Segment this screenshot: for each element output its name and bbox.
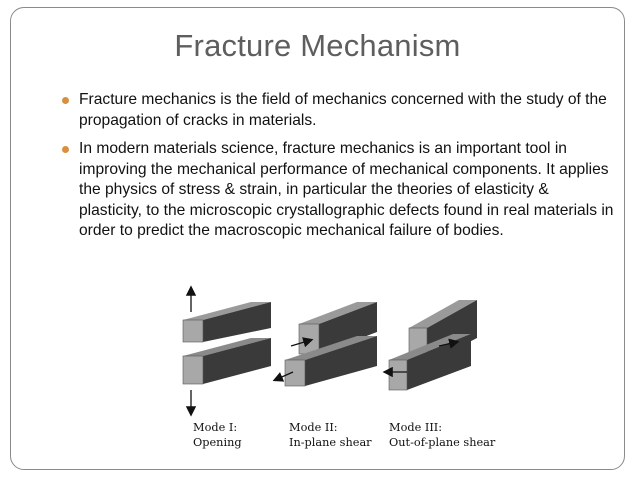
- mode3-title: Mode III:: [389, 421, 443, 434]
- mode1-caption: [193, 420, 242, 450]
- slide-frame: [10, 7, 625, 470]
- mode3-subtitle: Out-of-plane shear: [389, 436, 496, 449]
- bullet-dot-icon: [62, 97, 69, 104]
- mode2-title: Mode II:: [289, 421, 338, 434]
- fracture-modes-illustration: [171, 280, 491, 420]
- mode2-caption: [289, 420, 372, 450]
- bullet-dot-icon: [62, 146, 69, 153]
- mode1-subtitle: Opening: [193, 436, 242, 449]
- mode1-block: [183, 288, 271, 414]
- mode2-block: [275, 302, 377, 386]
- mode1-title: Mode I:: [193, 421, 238, 434]
- bullet-text: In modern materials science, fracture mechanics is an important tool in improving the mechanical performance of mechanical components. It applies the physics of stress & strain, in particular the theories of elasticity & plasticity, to the microscopic crystallographic defects found in real materials in order to predict the macroscopic mechanical failure of bodies.: [79, 140, 614, 239]
- slide-title: Fracture Mechanism: [174, 28, 461, 63]
- mode2-subtitle: In-plane shear: [289, 436, 372, 449]
- bullet-text: Fracture mechanics is the field of mechanics concerned with the study of the propagation of cracks in materials.: [79, 91, 607, 129]
- bullet-item: [79, 139, 614, 242]
- fracture-modes-figure: [171, 280, 496, 460]
- bullet-list: [79, 90, 614, 250]
- bullet-item: [79, 90, 614, 131]
- mode3-caption: [389, 420, 496, 450]
- mode3-block: [385, 300, 477, 390]
